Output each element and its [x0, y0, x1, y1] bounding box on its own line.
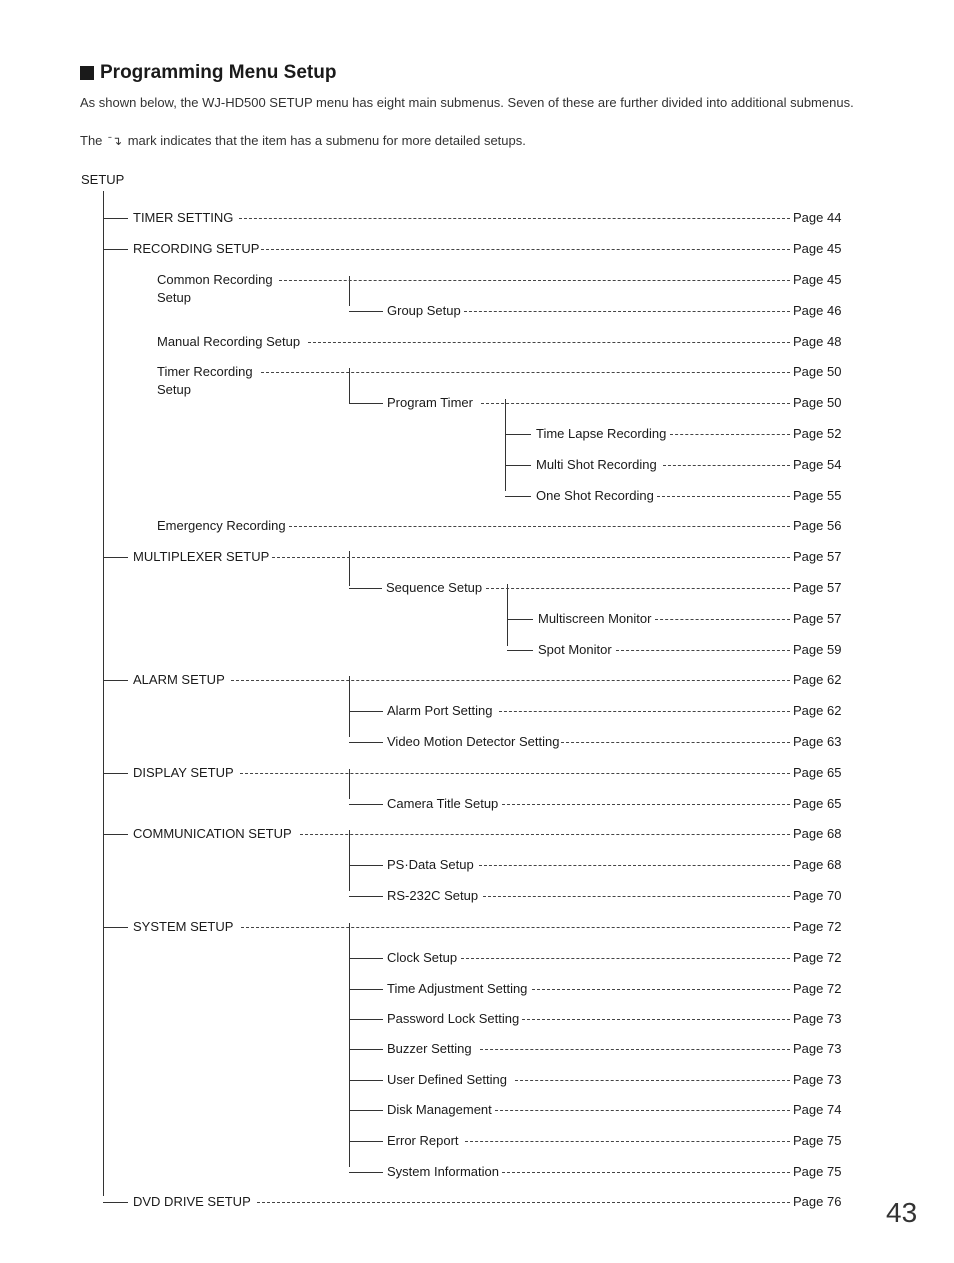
menu-item-label: Buzzer Setting: [387, 1041, 472, 1056]
menu-item-alarm-port-setting: [0, 703, 954, 719]
dotted-leader-line: [481, 403, 790, 404]
page-reference: Page 73: [793, 1072, 842, 1087]
page-reference: Page 72: [793, 919, 842, 934]
dotted-leader-line: [289, 526, 790, 527]
menu-item-one-shot-recording: [0, 488, 954, 504]
page-reference: Page 45: [793, 272, 842, 287]
menu-item-multi-shot-recording: [0, 457, 954, 473]
dotted-leader-line: [663, 465, 790, 466]
page-reference: Page 75: [793, 1164, 842, 1179]
dotted-leader-line: [241, 927, 790, 928]
menu-item-label: Time Lapse Recording: [536, 426, 667, 441]
dotted-leader-line: [308, 342, 790, 343]
page-number: 43: [886, 1197, 918, 1228]
dotted-leader-line: [464, 311, 790, 312]
menu-item-program-timer: [0, 395, 954, 411]
menu-item-label: PS·Data Setup: [387, 857, 474, 872]
menu-item-common-recording: [0, 272, 954, 305]
menu-item-group-setup: [0, 303, 954, 319]
page-reference: Page 54: [793, 457, 842, 472]
menu-item-timer-recording: [0, 364, 954, 397]
menu-item-sequence-setup: [0, 580, 954, 596]
page-reference: Page 44: [793, 210, 842, 225]
menu-item-dvd-drive-setup: [0, 1194, 954, 1210]
menu-item-emergency-recording: [0, 518, 954, 534]
intro-paragraph: As shown below, the WJ-HD500 SETUP menu has eight main submenus. Seven of these are further divided into additional submenus.: [80, 95, 854, 110]
dotted-leader-line: [279, 280, 790, 281]
dotted-leader-line: [480, 1049, 790, 1050]
page-reference: Page 76: [793, 1194, 842, 1209]
dotted-leader-line: [486, 588, 790, 589]
dotted-leader-line: [479, 865, 790, 866]
section-title-text: Programming Menu Setup: [100, 62, 337, 83]
page-reference: Page 75: [793, 1133, 842, 1148]
menu-item-clock-setup: [0, 950, 954, 966]
tree-connector-line: [505, 399, 506, 491]
dotted-leader-line: [465, 1141, 790, 1142]
page-reference: Page 56: [793, 518, 842, 533]
page-reference: Page 57: [793, 580, 842, 595]
tree-root-label: SETUP: [81, 172, 125, 187]
menu-item-label: Alarm Port Setting: [387, 703, 493, 718]
menu-item-alarm-setup: [0, 672, 954, 688]
menu-item-label: Spot Monitor: [538, 642, 612, 657]
menu-item-label: RECORDING SETUP: [133, 241, 260, 256]
page-reference: Page 68: [793, 857, 842, 872]
menu-item-multiplexer-setup: [0, 549, 954, 565]
menu-item-rs-232c-setup: [0, 888, 954, 904]
dotted-leader-line: [655, 619, 790, 620]
dotted-leader-line: [239, 218, 790, 219]
menu-item-label: Multiscreen Monitor: [538, 611, 652, 626]
menu-item-label: DVD DRIVE SETUP: [133, 1194, 251, 1209]
menu-item-label: Timer Recording: [157, 364, 253, 379]
page-reference: Page 74: [793, 1102, 842, 1117]
submenu-mark-icon: ˉ↴: [108, 134, 123, 148]
menu-item-time-adjustment-setting: [0, 981, 954, 997]
menu-item-label: Error Report: [387, 1133, 459, 1148]
page-reference: Page 62: [793, 672, 842, 687]
page-reference: Page 62: [793, 703, 842, 718]
page-reference: Page 45: [793, 241, 842, 256]
menu-item-label: User Defined Setting: [387, 1072, 507, 1087]
menu-item-disk-management: [0, 1102, 954, 1118]
menu-item-buzzer-setting: [0, 1041, 954, 1057]
menu-item-label: Video Motion Detector Setting: [387, 734, 560, 749]
page-reference: Page 59: [793, 642, 842, 657]
menu-item-label: System Information: [387, 1164, 499, 1179]
dotted-leader-line: [261, 249, 790, 250]
menu-item-error-report: [0, 1133, 954, 1149]
dotted-leader-line: [502, 1172, 790, 1173]
menu-item-label: TIMER SETTING: [133, 210, 234, 225]
menu-item-ps-data-setup: [0, 857, 954, 873]
menu-item-system-information: [0, 1164, 954, 1180]
menu-item-user-defined-setting: [0, 1072, 954, 1088]
dotted-leader-line: [231, 680, 790, 681]
dotted-leader-line: [240, 773, 790, 774]
menu-item-label: Time Adjustment Setting: [387, 981, 528, 996]
menu-item-time-lapse-recording: [0, 426, 954, 442]
menu-item-manual-recording-setup: [0, 334, 954, 350]
menu-item-label: Password Lock Setting: [387, 1011, 520, 1026]
menu-item-label: Sequence Setup: [386, 580, 483, 595]
menu-item-communication-setup: [0, 826, 954, 842]
dotted-leader-line: [461, 958, 790, 959]
dotted-leader-line: [670, 434, 790, 435]
menu-item-label: COMMUNICATION SETUP: [133, 826, 292, 841]
menu-item-password-lock-setting: [0, 1011, 954, 1027]
dotted-leader-line: [616, 650, 790, 651]
page-reference: Page 68: [793, 826, 842, 841]
menu-item-camera-title-setup: [0, 796, 954, 812]
page-reference: Page 70: [793, 888, 842, 903]
dotted-leader-line: [272, 557, 790, 558]
section-title: [80, 62, 336, 84]
dotted-leader-line: [657, 496, 790, 497]
page-reference: Page 55: [793, 488, 842, 503]
menu-item-label: Common Recording: [157, 272, 273, 287]
mark-note-before: The: [80, 133, 103, 148]
menu-item-label-line2: Setup: [157, 290, 191, 305]
menu-item-label: Manual Recording Setup: [157, 334, 301, 349]
menu-item-spot-monitor: [0, 642, 954, 658]
menu-item-label-line2: Setup: [157, 382, 191, 397]
page-reference: Page 46: [793, 303, 842, 318]
menu-item-display-setup: [0, 765, 954, 781]
page-reference: Page 63: [793, 734, 842, 749]
page-reference: Page 57: [793, 611, 842, 626]
menu-item-label: Multi Shot Recording: [536, 457, 657, 472]
page-reference: Page 48: [793, 334, 842, 349]
page-reference: Page 65: [793, 796, 842, 811]
menu-item-label: Disk Management: [387, 1102, 492, 1117]
dotted-leader-line: [502, 804, 790, 805]
menu-item-timer-setting: [0, 210, 954, 226]
dotted-leader-line: [300, 834, 790, 835]
menu-item-recording-setup: [0, 241, 954, 257]
dotted-leader-line: [532, 989, 790, 990]
menu-item-label: Program Timer: [387, 395, 473, 410]
menu-item-label: ALARM SETUP: [133, 672, 225, 687]
dotted-leader-line: [499, 711, 791, 712]
menu-item-label: One Shot Recording: [536, 488, 654, 503]
dotted-leader-line: [261, 372, 790, 373]
dotted-leader-line: [522, 1019, 790, 1020]
page-reference: Page 50: [793, 364, 842, 379]
menu-item-label: Emergency Recording: [157, 518, 286, 533]
dotted-leader-line: [495, 1110, 790, 1111]
menu-item-video-motion-detector-setting: [0, 734, 954, 750]
mark-note: [80, 131, 876, 151]
menu-item-label: Camera Title Setup: [387, 796, 499, 811]
page-reference: Page 73: [793, 1041, 842, 1056]
menu-item-label: SYSTEM SETUP: [133, 919, 234, 934]
menu-item-multiscreen-monitor: [0, 611, 954, 627]
menu-item-label: RS-232C Setup: [387, 888, 479, 903]
page-reference: Page 73: [793, 1011, 842, 1026]
page-reference: Page 52: [793, 426, 842, 441]
dotted-leader-line: [515, 1080, 790, 1081]
menu-item-label: Clock Setup: [387, 950, 458, 965]
page-reference: Page 72: [793, 950, 842, 965]
dotted-leader-line: [483, 896, 790, 897]
page-reference: Page 57: [793, 549, 842, 564]
dotted-leader-line: [257, 1202, 790, 1203]
menu-item-label: MULTIPLEXER SETUP: [133, 549, 270, 564]
page-reference: Page 72: [793, 981, 842, 996]
dotted-leader-line: [561, 742, 790, 743]
square-bullet-icon: [80, 66, 94, 80]
mark-note-after: mark indicates that the item has a submenu for more detailed setups.: [127, 133, 526, 148]
page-reference: Page 50: [793, 395, 842, 410]
menu-item-label: Group Setup: [387, 303, 461, 318]
menu-item-system-setup: [0, 919, 954, 935]
page-reference: Page 65: [793, 765, 842, 780]
menu-item-label: DISPLAY SETUP: [133, 765, 234, 780]
